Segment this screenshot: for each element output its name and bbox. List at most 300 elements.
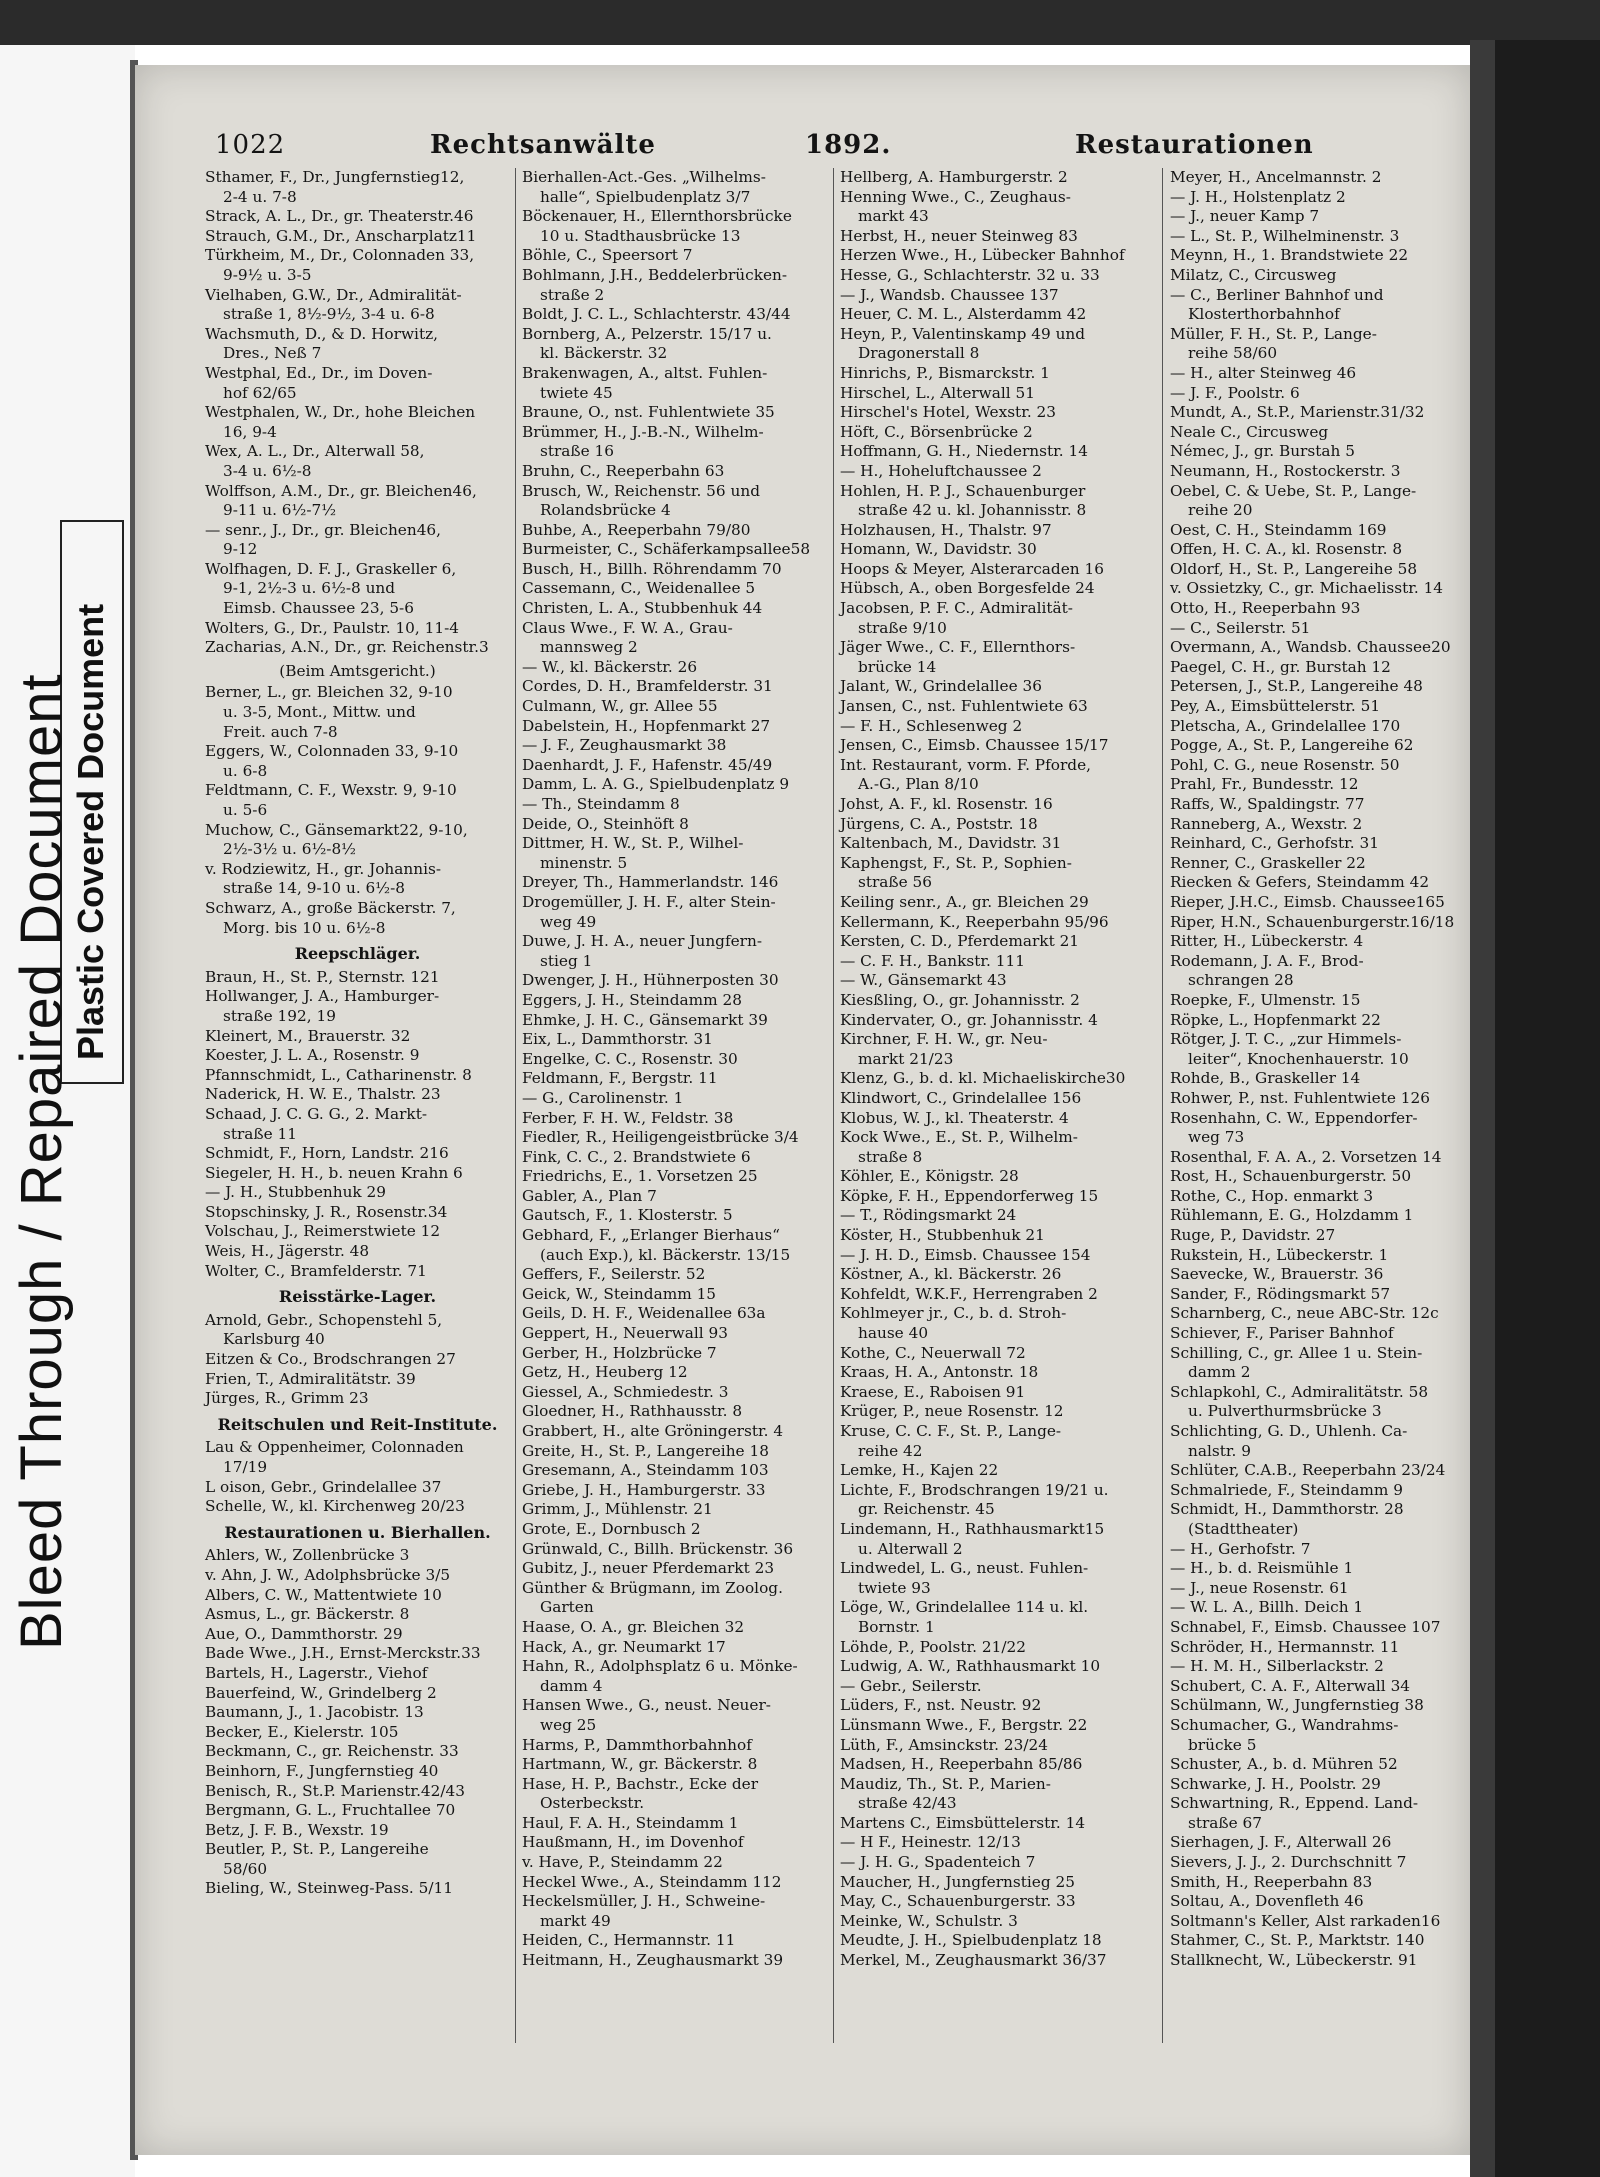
directory-entry-line: (auch Exp.), kl. Bäckerstr. 13/15 [540,1245,791,1264]
directory-entry-line: Schubert, C. A. F., Alterwall 34 [1170,1676,1411,1695]
directory-entry-line: Lemke, H., Kajen 22 [840,1461,999,1480]
directory-entry-line: Milatz, C., Circusweg [1170,265,1337,284]
directory-entry-line: Heiden, C., Hermannstr. 11 [522,1931,736,1950]
directory-entry-line: — H., Hoheluftchaussee 2 [840,461,1042,480]
directory-entry-line: Rühlemann, E. G., Holzdamm 1 [1170,1206,1414,1225]
directory-entry-line: straße 2 [540,285,605,304]
directory-entry-line: reihe 58/60 [1188,344,1278,363]
directory-entry-line: Dabelstein, H., Hopfenmarkt 27 [522,716,771,735]
directory-entry-line: Jansen, C., nst. Fuhlentwiete 63 [840,697,1088,716]
directory-entry-line: Jürgens, C. A., Poststr. 18 [840,814,1038,833]
directory-entry-line: Westphalen, W., Dr., hohe Bleichen [205,403,476,422]
directory-entry-line: Pfannschmidt, L., Catharinenstr. 8 [205,1065,472,1084]
directory-entry-line: — J. H. D., Eimsb. Chaussee 154 [840,1245,1091,1264]
directory-entry-line: Bohlmann, J.H., Beddelerbrücken- [522,265,788,284]
directory-entry-line: Hase, H. P., Bachstr., Ecke der [522,1774,759,1793]
directory-entry-line: 9-1, 2½-3 u. 6½-8 und [223,579,396,598]
directory-entry-line: Heckel Wwe., A., Steindamm 112 [522,1872,782,1891]
directory-entry-line: Hellberg, A. Hamburgerstr. 2 [840,168,1068,186]
directory-entry-line: Arnold, Gebr., Schopenstehl 5, [205,1310,443,1329]
directory-entry-line: Renner, C., Graskeller 22 [1170,853,1366,872]
directory-entry-line: Otto, H., Reeperbahn 93 [1170,599,1361,618]
directory-entry-line: Klenz, G., b. d. kl. Michaeliskirche30 [840,1069,1126,1088]
directory-entry-line: Muchow, C., Gänsemarkt22, 9-10, [205,820,468,839]
directory-entry-line: Soltau, A., Dovenfleth 46 [1170,1892,1364,1911]
directory-entry-line: Geppert, H., Neuerwall 93 [522,1324,729,1343]
directory-entry-line: Heyn, P., Valentinskamp 49 und [840,324,1086,343]
directory-entry-line: — T., Rödingsmarkt 24 [840,1206,1017,1225]
directory-entry-line: Feldtmann, C. F., Wexstr. 9, 9-10 [205,781,457,800]
directory-entry-line: — J. H. G., Spadenteich 7 [840,1853,1036,1872]
directory-entry-line: mannsweg 2 [540,638,638,657]
directory-entry-line: Lindwedel, L. G., neust. Fuhlen- [840,1559,1089,1578]
directory-entry-line: Schmalriede, F., Steindamm 9 [1170,1480,1404,1499]
directory-entry-line: Feldmann, F., Bergstr. 11 [522,1069,718,1088]
directory-entry-line: Daenhardt, J. F., Hafenstr. 45/49 [522,755,773,774]
directory-entry-line: — J. H., Stubbenhuk 29 [205,1183,387,1202]
directory-column-1 [205,168,510,1899]
directory-entry-line: 17/19 [223,1458,268,1476]
directory-entry-line: Asmus, L., gr. Bäckerstr. 8 [205,1605,410,1624]
directory-entry-line: Deide, O., Steinhöft 8 [522,814,689,833]
directory-entry-line: Kraas, H. A., Antonstr. 18 [840,1363,1039,1382]
directory-entry-line: Madsen, H., Reeperbahn 85/86 [840,1755,1083,1774]
directory-entry-line: reihe 42 [858,1441,923,1460]
directory-column-3 [840,168,1145,1971]
directory-entry-line: Sievers, J. J., 2. Durchschnitt 7 [1170,1853,1407,1872]
scan-background-top [0,0,1600,45]
directory-entry-line: v. Rodziewitz, H., gr. Johannis- [205,859,441,878]
directory-entry-line: Haußmann, H., im Dovenhof [522,1833,744,1852]
directory-entry-line: Grünwald, C., Billh. Brückenstr. 36 [522,1539,794,1558]
directory-entry-line: — G., Carolinenstr. 1 [522,1088,684,1107]
directory-entry-line: Rost, H., Schauenburgerstr. 50 [1170,1167,1412,1186]
directory-entry-line: Schuster, A., b. d. Mühren 52 [1170,1755,1398,1774]
directory-entry-line: Becker, E., Kielerstr. 105 [205,1722,399,1741]
directory-entry-line: Heuer, C. M. L., Alsterdamm 42 [840,305,1087,324]
directory-entry-line: Oldorf, H., St. P., Langereihe 58 [1170,559,1418,578]
directory-entry-line: 16, 9-4 [223,422,277,441]
directory-entry-line: halle“, Spielbudenplatz 3/7 [540,187,751,206]
directory-entry-line: Fiedler, R., Heiligengeistbrücke 3/4 [522,1128,799,1147]
directory-entry-line: Buhbe, A., Reeperbahn 79/80 [522,520,751,539]
directory-entry-line: Wolter, C., Bramfelderstr. 71 [205,1261,427,1280]
directory-entry-line: Schülmann, W., Jungfernstieg 38 [1170,1696,1424,1715]
directory-entry-line: Lichte, F., Brodschrangen 19/21 u. [840,1480,1109,1499]
directory-entry-line: Pohl, C. G., neue Rosenstr. 50 [1170,755,1400,774]
directory-entry-line: Jacobsen, P. F. C., Admiralität- [840,599,1073,618]
directory-entry-line: brücke 5 [1188,1735,1257,1754]
directory-entry-line: Scharnberg, C., neue ABC-Str. 12c [1170,1304,1439,1323]
directory-entry-line: Kohlmeyer jr., C., b. d. Stroh- [840,1304,1067,1323]
directory-entry-line: Meinke, W., Schulstr. 3 [840,1911,1018,1930]
directory-entry-line: Hohlen, H. P. J., Schauenburger [840,481,1086,500]
directory-entry-line: — J., Wandsb. Chaussee 137 [840,285,1059,304]
directory-entry-line: Köpke, F. H., Eppendorferweg 15 [840,1186,1099,1205]
directory-entry-line: Maudiz, Th., St. P., Marien- [840,1774,1051,1793]
directory-entry-line: Beckmann, C., gr. Reichenstr. 33 [205,1742,459,1761]
directory-entry-line: Rötger, J. T. C., „zur Himmels- [1170,1030,1402,1049]
directory-entry-line: Engelke, C. C., Rosenstr. 30 [522,1049,738,1068]
directory-entry-line: Getz, H., Heuberg 12 [522,1363,688,1382]
directory-entry-line: Hoffmann, G. H., Niedernstr. 14 [840,442,1088,461]
directory-entry-line: Schwartning, R., Eppend. Land- [1170,1794,1419,1813]
directory-entry-line: Wachsmuth, D., & D. Horwitz, [205,324,439,343]
directory-entry-line: — H., b. d. Reismühle 1 [1170,1559,1354,1578]
directory-entry-line: Löge, W., Grindelallee 114 u. kl. [840,1598,1089,1617]
directory-entry-line: Kersten, C. D., Pferdemarkt 21 [840,932,1080,951]
directory-entry-line: Kleinert, M., Brauerstr. 32 [205,1026,411,1045]
directory-entry-line: Rosenthal, F. A. A., 2. Vorsetzen 14 [1170,1147,1442,1166]
directory-entry-line: Gautsch, F., 1. Klosterstr. 5 [522,1206,733,1225]
directory-entry-line: Jäger Wwe., C. F., Ellernthors- [840,638,1076,657]
directory-entry-line: 9-9½ u. 3-5 [223,265,312,284]
directory-entry-line: Jürges, R., Grimm 23 [205,1389,369,1408]
directory-entry-line: Hansen Wwe., G., neust. Neuer- [522,1696,771,1715]
directory-entry-line: Röpke, L., Hopfenmarkt 22 [1170,1010,1381,1029]
directory-entry-line: reihe 20 [1188,501,1253,520]
directory-entry-line: Kock Wwe., E., St. P., Wilhelm- [840,1128,1078,1147]
directory-entry-line: Naderick, H. W. E., Thalstr. 23 [205,1085,441,1104]
directory-entry-line: Offen, H. C. A., kl. Rosenstr. 8 [1170,540,1403,559]
directory-entry-line: v. Have, P., Steindamm 22 [522,1853,723,1872]
directory-entry-line: straße 42/43 [858,1794,957,1813]
directory-entry-line: straße 42 u. kl. Johannisstr. 8 [858,501,1087,520]
directory-entry-line: Kohfeldt, W.K.F., Herrengraben 2 [840,1284,1098,1303]
directory-entry-line: Cassemann, C., Weidenallee 5 [522,579,756,598]
directory-entry-line: — H., alter Steinweg 46 [1170,363,1357,382]
directory-entry-line: Boldt, J. C. L., Schlachterstr. 43/44 [522,305,791,324]
directory-entry-line: Karlsburg 40 [223,1330,325,1349]
directory-entry-line: damm 2 [1188,1363,1251,1382]
directory-entry-line: Giessel, A., Schmiedestr. 3 [522,1382,729,1401]
directory-entry-line: Kirchner, F. H. W., gr. Neu- [840,1030,1048,1049]
directory-entry-line: Siegeler, H. H., b. neuen Krahn 6 [205,1163,463,1182]
directory-entry-line: straße 67 [1188,1813,1263,1832]
directory-entry-line: Brakenwagen, A., altst. Fuhlen- [522,363,768,382]
directory-entry-line: Christen, L. A., Stubbenhuk 44 [522,599,763,618]
directory-entry-line: Dreyer, Th., Hammerlandstr. 146 [522,873,779,892]
directory-entry-line: u. Alterwall 2 [858,1539,963,1558]
directory-entry-line: Grote, E., Dornbusch 2 [522,1519,701,1538]
directory-entry-line: Lüth, F., Amsinckstr. 23/24 [840,1735,1048,1754]
column-rule [1162,168,1163,2043]
directory-entry-line: Hübsch, A., oben Borgesfelde 24 [840,579,1095,598]
directory-entry-line: Beutler, P., St. P., Langereihe [205,1840,429,1859]
directory-entry-line: Cordes, D. H., Bramfelderstr. 31 [522,677,773,696]
directory-entry-line: Strauch, G.M., Dr., Anscharplatz11 [205,226,477,245]
directory-entry-line: Brusch, W., Reichenstr. 56 und [522,481,760,500]
directory-entry-line: Schilling, C., gr. Allee 1 u. Stein- [1170,1343,1423,1362]
directory-entry-line: Bergmann, G. L., Fruchtallee 70 [205,1801,456,1820]
directory-entry-line: Harms, P., Dammthorbahnhof [522,1735,752,1754]
directory-entry-line: — C., Seilerstr. 51 [1170,618,1311,637]
directory-entry-line: Hoops & Meyer, Alsterarcaden 16 [840,559,1104,578]
directory-entry-line: Haul, F. A. H., Steindamm 1 [522,1813,739,1832]
directory-entry-line: Ehmke, J. H. C., Gänsemarkt 39 [522,1010,768,1029]
directory-entry-line: Rolandsbrücke 4 [540,501,671,520]
directory-entry-line: Gerber, H., Holzbrücke 7 [522,1343,717,1362]
directory-entry-line: Grimm, J., Mühlenstr. 21 [522,1500,713,1519]
directory-entry-line: Kaphengst, F., St. P., Sophien- [840,853,1072,872]
directory-entry-line: Hahn, R., Adolphsplatz 6 u. Mönke- [522,1657,798,1676]
directory-entry-line: Mundt, A., St.P., Marienstr.31/32 [1170,403,1425,422]
directory-entry-line: weg 49 [540,912,597,931]
directory-entry-line: Gabler, A., Plan 7 [522,1186,657,1205]
directory-entry-line: Burmeister, C., Schäferkampsallee58 [522,540,811,559]
directory-entry-line: Rieper, J.H.C., Eimsb. Chaussee165 [1170,892,1445,911]
directory-entry-line: Pogge, A., St. P., Langereihe 62 [1170,736,1414,755]
directory-entry-line: Hirschel's Hotel, Wexstr. 23 [840,403,1057,422]
directory-entry-line: u. 5-6 [223,801,268,819]
directory-entry-line: Prahl, Fr., Bundesstr. 12 [1170,775,1359,794]
directory-entry-line: twiete 45 [540,383,613,402]
directory-entry-line: Busch, H., Billh. Röhrendamm 70 [522,559,782,578]
directory-entry-line: May, C., Schauenburgerstr. 33 [840,1892,1076,1911]
directory-entry-line: Holzhausen, H., Thalstr. 97 [840,520,1052,539]
directory-entry-line: Wex, A. L., Dr., Alterwall 58, [205,442,425,461]
directory-entry-line: Dres., Neß 7 [223,344,322,363]
directory-entry-line: Günther & Brügmann, im Zoolog. [522,1578,783,1597]
directory-entry-line: gr. Reichenstr. 45 [858,1500,995,1519]
directory-entry-line: Ritter, H., Lübeckerstr. 4 [1170,932,1364,951]
directory-entry-line: Köster, H., Stubbenhuk 21 [840,1226,1045,1245]
directory-entry-line: u. Pulverthurmsbrücke 3 [1188,1402,1382,1421]
directory-entry-line: — J., neue Rosenstr. 61 [1170,1578,1349,1597]
directory-entry-line: Eggers, J. H., Steindamm 28 [522,990,742,1009]
directory-entry-line: Schröder, H., Hermannstr. 11 [1170,1637,1400,1656]
directory-entry-line: markt 49 [540,1911,611,1930]
directory-entry-line: Schmidt, F., Horn, Landstr. 216 [205,1144,449,1163]
directory-entry-line: Haase, O. A., gr. Bleichen 32 [522,1617,745,1636]
directory-entry-line: Reinhard, C., Gerhofstr. 31 [1170,834,1379,853]
directory-entry-line: Schmidt, H., Dammthorstr. 28 [1170,1500,1404,1519]
directory-entry-line: Rohde, B., Graskeller 14 [1170,1069,1361,1088]
directory-column-4 [1170,168,1470,1971]
directory-entry-line: Saevecke, W., Brauerstr. 36 [1170,1265,1384,1284]
directory-entry-line: nalstr. 9 [1188,1441,1251,1460]
directory-entry-line: Bieling, W., Steinweg-Pass. 5/11 [205,1879,454,1898]
scan-background-right [1495,40,1600,2177]
section-heading: (Beim Amtsgericht.) [279,661,436,680]
directory-entry-line: Gebhard, F., „Erlanger Bierhaus“ [522,1226,780,1245]
section-heading: Reisstärke-Lager. [278,1287,437,1307]
directory-entry-line: Dragonerstall 8 [858,344,980,363]
directory-entry-line: weg 25 [540,1715,597,1734]
directory-entry-line: Bornstr. 1 [858,1617,935,1636]
directory-entry-line: 2-4 u. 7-8 [223,187,297,206]
directory-entry-line: straße 16 [540,442,615,461]
directory-entry-line: Ruge, P., Davidstr. 27 [1170,1226,1336,1245]
directory-entry-line: — H., Gerhofstr. 7 [1170,1539,1311,1558]
directory-entry-line: Jalant, W., Grindelallee 36 [840,677,1042,696]
directory-entry-line: Johst, A. F., kl. Rosenstr. 16 [840,795,1053,813]
directory-entry-line: Schwarke, J. H., Poolstr. 29 [1170,1774,1381,1793]
page-number: 1022 [215,130,286,160]
running-title-left: Rechtsanwälte [430,130,656,160]
directory-entry-line: Bade Wwe., J.H., Ernst-Merckstr.33 [205,1644,481,1663]
directory-entry-line: Hartmann, W., gr. Bäckerstr. 8 [522,1755,758,1774]
directory-entry-line: straße 56 [858,873,933,892]
directory-entry-line: Osterbeckstr. [540,1794,645,1813]
directory-entry-line: Schumacher, G., Wandrahms- [1170,1715,1399,1734]
directory-entry-line: Gubitz, J., neuer Pferdemarkt 23 [522,1559,775,1578]
directory-entry-line: Wolfhagen, D. F. J., Graskeller 6, [205,559,457,578]
directory-entry-line: — J., neuer Kamp 7 [1170,207,1320,226]
directory-entry-line: Neale C., Circusweg [1170,422,1329,441]
directory-entry-line: Gloedner, H., Rathhausstr. 8 [522,1402,743,1421]
directory-entry-line: Gresemann, A., Steindamm 103 [522,1461,769,1480]
directory-entry-line: Hinrichs, P., Bismarckstr. 1 [840,363,1050,382]
directory-entry-line: Hollwanger, J. A., Hamburger- [205,987,440,1006]
directory-entry-line: Merkel, M., Zeughausmarkt 36/37 [840,1951,1107,1970]
directory-entry-line: Eix, L., Dammthorstr. 31 [522,1030,713,1049]
directory-entry-line: Schnabel, F., Eimsb. Chaussee 107 [1170,1617,1441,1636]
directory-entry-line: Sthamer, F., Dr., Jungfernstieg12, [205,168,465,186]
directory-entry-line: Klobus, W. J., kl. Theaterstr. 4 [840,1108,1069,1127]
directory-entry-line: Lindemann, H., Rathhausmarkt15 [840,1519,1105,1538]
directory-entry-line: — J. F., Poolstr. 6 [1170,383,1300,402]
directory-entry-line: L oison, Gebr., Grindelallee 37 [205,1477,442,1496]
directory-entry-line: Löhde, P., Poolstr. 21/22 [840,1637,1026,1656]
directory-entry-line: Türkheim, M., Dr., Colonnaden 33, [205,246,475,265]
directory-entry-line: markt 43 [858,207,929,226]
directory-entry-line: Weis, H., Jägerstr. 48 [205,1242,370,1261]
directory-entry-line: v. Ahn, J. W., Adolphsbrücke 3/5 [205,1565,451,1584]
directory-entry-line: hof 62/65 [223,383,297,402]
directory-entry-line: Stallknecht, W., Lübeckerstr. 91 [1170,1951,1418,1970]
directory-entry-line: Kellermann, K., Reeperbahn 95/96 [840,912,1109,931]
directory-entry-line: minenstr. 5 [540,853,628,872]
directory-entry-line: schrangen 28 [1188,971,1294,990]
section-heading: Restaurationen u. Bierhallen. [224,1522,491,1542]
directory-entry-line: Bornberg, A., Pelzerstr. 15/17 u. [522,324,772,343]
directory-entry-line: Koester, J. L. A., Rosenstr. 9 [205,1046,420,1065]
directory-entry-line: Kraese, E., Raboisen 91 [840,1382,1026,1401]
directory-entry-line: Rosenhahn, C. W., Eppendorfer- [1170,1108,1418,1127]
directory-entry-line: Damm, L. A. G., Spielbudenplatz 9 [522,775,790,794]
directory-entry-line: Schlüter, C.A.B., Reeperbahn 23/24 [1170,1461,1446,1480]
directory-entry-line: Rohwer, P., nst. Fuhlentwiete 126 [1170,1088,1430,1107]
directory-entry-line: Beinhorn, F., Jungfernstieg 40 [205,1761,439,1780]
directory-entry-line: Schaad, J. C. G. G., 2. Markt- [205,1104,428,1123]
directory-entry-line: Geffers, F., Seilerstr. 52 [522,1265,706,1284]
directory-entry-line: Heckelsmüller, J. H., Schweine- [522,1892,766,1911]
directory-entry-line: Ranneberg, A., Wexstr. 2 [1170,814,1363,833]
directory-entry-line: Lüders, F., nst. Neustr. 92 [840,1696,1042,1715]
directory-entry-line: u. 3-5, Mont., Mittw. und [223,703,416,722]
directory-entry-line: Eitzen & Co., Brodschrangen 27 [205,1350,456,1369]
directory-entry-line: Raffs, W., Spaldingstr. 77 [1170,795,1365,813]
directory-entry-line: Rodemann, J. A. F., Brod- [1170,951,1364,970]
directory-entry-line: Riper, H.N., Schauenburgerstr.16/18 [1170,912,1455,931]
directory-entry-line: Wolffson, A.M., Dr., gr. Bleichen46, [205,481,477,500]
directory-entry-line: Kaltenbach, M., Davidstr. 31 [840,834,1062,853]
directory-entry-line: Garten [540,1598,594,1617]
directory-entry-line: Stahmer, C., St. P., Marktstr. 140 [1170,1931,1425,1950]
directory-entry-line: — senr., J., Dr., gr. Bleichen46, [205,520,442,539]
directory-entry-line: straße 8 [858,1147,923,1166]
directory-column-2 [522,168,827,1971]
directory-entry-line: Henning Wwe., C., Zeughaus- [840,187,1071,206]
directory-entry-line: Oebel, C. & Uebe, St. P., Lange- [1170,481,1417,500]
directory-entry-line: Sander, F., Rödingsmarkt 57 [1170,1284,1391,1303]
directory-entry-line: Benisch, R., St.P. Marienstr.42/43 [205,1781,466,1800]
directory-entry-line: kl. Bäckerstr. 32 [540,344,668,363]
directory-entry-line: Oest, C. H., Steindamm 169 [1170,520,1387,539]
directory-entry-line: — L., St. P., Wilhelminenstr. 3 [1170,226,1400,245]
directory-entry-line: u. 6-8 [223,761,268,780]
directory-entry-line: (Stadttheater) [1188,1519,1299,1538]
directory-entry-line: Pletscha, A., Grindelallee 170 [1170,716,1401,735]
directory-entry-line: Meynn, H., 1. Brandstwiete 22 [1170,246,1409,265]
directory-entry-line: Krüger, P., neue Rosenstr. 12 [840,1402,1064,1421]
directory-entry-line: 2½-3½ u. 6½-8½ [223,840,357,859]
directory-entry-line: Vielhaben, G.W., Dr., Admiralität- [205,285,462,304]
directory-entry-line: — C., Berliner Bahnhof und [1170,285,1384,304]
directory-entry-line: Berner, L., gr. Bleichen 32, 9-10 [205,683,453,702]
directory-entry-line: Bierhallen-Act.-Ges. „Wilhelms- [522,168,766,186]
directory-entry-line: Smith, H., Reeperbahn 83 [1170,1872,1373,1891]
directory-entry-line: 9-11 u. 6½-7½ [223,501,337,520]
directory-entry-line: Soltmann's Keller, Alst rarkaden16 [1170,1911,1441,1930]
section-heading: Reepschläger. [294,944,421,964]
column-rule [515,168,516,2043]
directory-entry-line: Eggers, W., Colonnaden 33, 9-10 [205,742,459,761]
directory-entry-line: damm 4 [540,1676,603,1695]
directory-entry-line: Kiesßling, O., gr. Johannisstr. 2 [840,990,1080,1009]
directory-entry-line: Ferber, F. H. W., Feldstr. 38 [522,1108,734,1127]
directory-entry-line: Schelle, W., kl. Kirchenweg 20/23 [205,1497,465,1516]
directory-entry-line: — H F., Heinestr. 12/13 [840,1833,1021,1852]
archival-label-large: Bleed Through / Repaired Document [9,673,74,1650]
directory-entry-line: Jensen, C., Eimsb. Chaussee 15/17 [840,736,1109,755]
directory-entry-line: Herbst, H., neuer Steinweg 83 [840,226,1078,245]
directory-entry-line: Klindwort, C., Grindelallee 156 [840,1088,1082,1107]
directory-entry-line: A.-G., Plan 8/10 [858,775,979,794]
directory-entry-line: 10 u. Stadthausbrücke 13 [540,226,741,245]
directory-entry-line: Rukstein, H., Lübeckerstr. 1 [1170,1245,1389,1264]
directory-entry-line: Köstner, A., kl. Bäckerstr. 26 [840,1265,1062,1284]
directory-entry-line: Lünsmann Wwe., F., Bergstr. 22 [840,1715,1088,1734]
directory-entry-line: Grabbert, H., alte Gröningerstr. 4 [522,1422,784,1440]
directory-entry-line: Paegel, C. H., gr. Burstah 12 [1170,657,1391,676]
section-heading: Reitschulen und Reit-Institute. [217,1414,498,1434]
directory-entry-line: markt 21/23 [858,1049,954,1068]
directory-entry-line: Overmann, A., Wandsb. Chaussee20 [1170,638,1451,657]
directory-entry-line: — J. H., Holstenplatz 2 [1170,187,1346,206]
directory-entry-line: Betz, J. F. B., Wexstr. 19 [205,1820,389,1839]
directory-entry-line: Zacharias, A.N., Dr., gr. Reichenstr.3 [205,638,489,657]
directory-entry-line: Geick, W., Steindamm 15 [522,1284,717,1303]
directory-entry-line: Geils, D. H. F., Weidenallee 63a [522,1304,766,1323]
directory-entry-line: Roepke, F., Ulmenstr. 15 [1170,990,1361,1009]
directory-entry-line: Hirschel, L., Alterwall 51 [840,383,1036,402]
directory-entry-line: Némec, J., gr. Burstah 5 [1170,442,1355,461]
directory-entry-line: Dwenger, J. H., Hühnerposten 30 [522,971,779,990]
directory-entry-line: Neumann, H., Rostockerstr. 3 [1170,461,1401,480]
directory-entry-line: Kindervater, O., gr. Johannisstr. 4 [840,1010,1098,1029]
directory-entry-line: Wolters, G., Dr., Paulstr. 10, 11-4 [205,618,459,637]
directory-entry-line: Petersen, J., St.P., Langereihe 48 [1170,677,1423,696]
directory-entry-line: Braune, O., nst. Fuhlentwiete 35 [522,403,775,422]
directory-entry-line: Friedrichs, E., 1. Vorsetzen 25 [522,1167,758,1186]
directory-entry-line: Keiling senr., A., gr. Bleichen 29 [840,892,1089,911]
directory-entry-line: Greite, H., St. P., Langereihe 18 [522,1441,769,1460]
directory-entry-line: Aue, O., Dammthorstr. 29 [205,1624,403,1643]
directory-entry-line: — H. M. H., Silberlackstr. 2 [1170,1657,1384,1676]
archival-label-small: Plastic Covered Document [70,603,111,1060]
